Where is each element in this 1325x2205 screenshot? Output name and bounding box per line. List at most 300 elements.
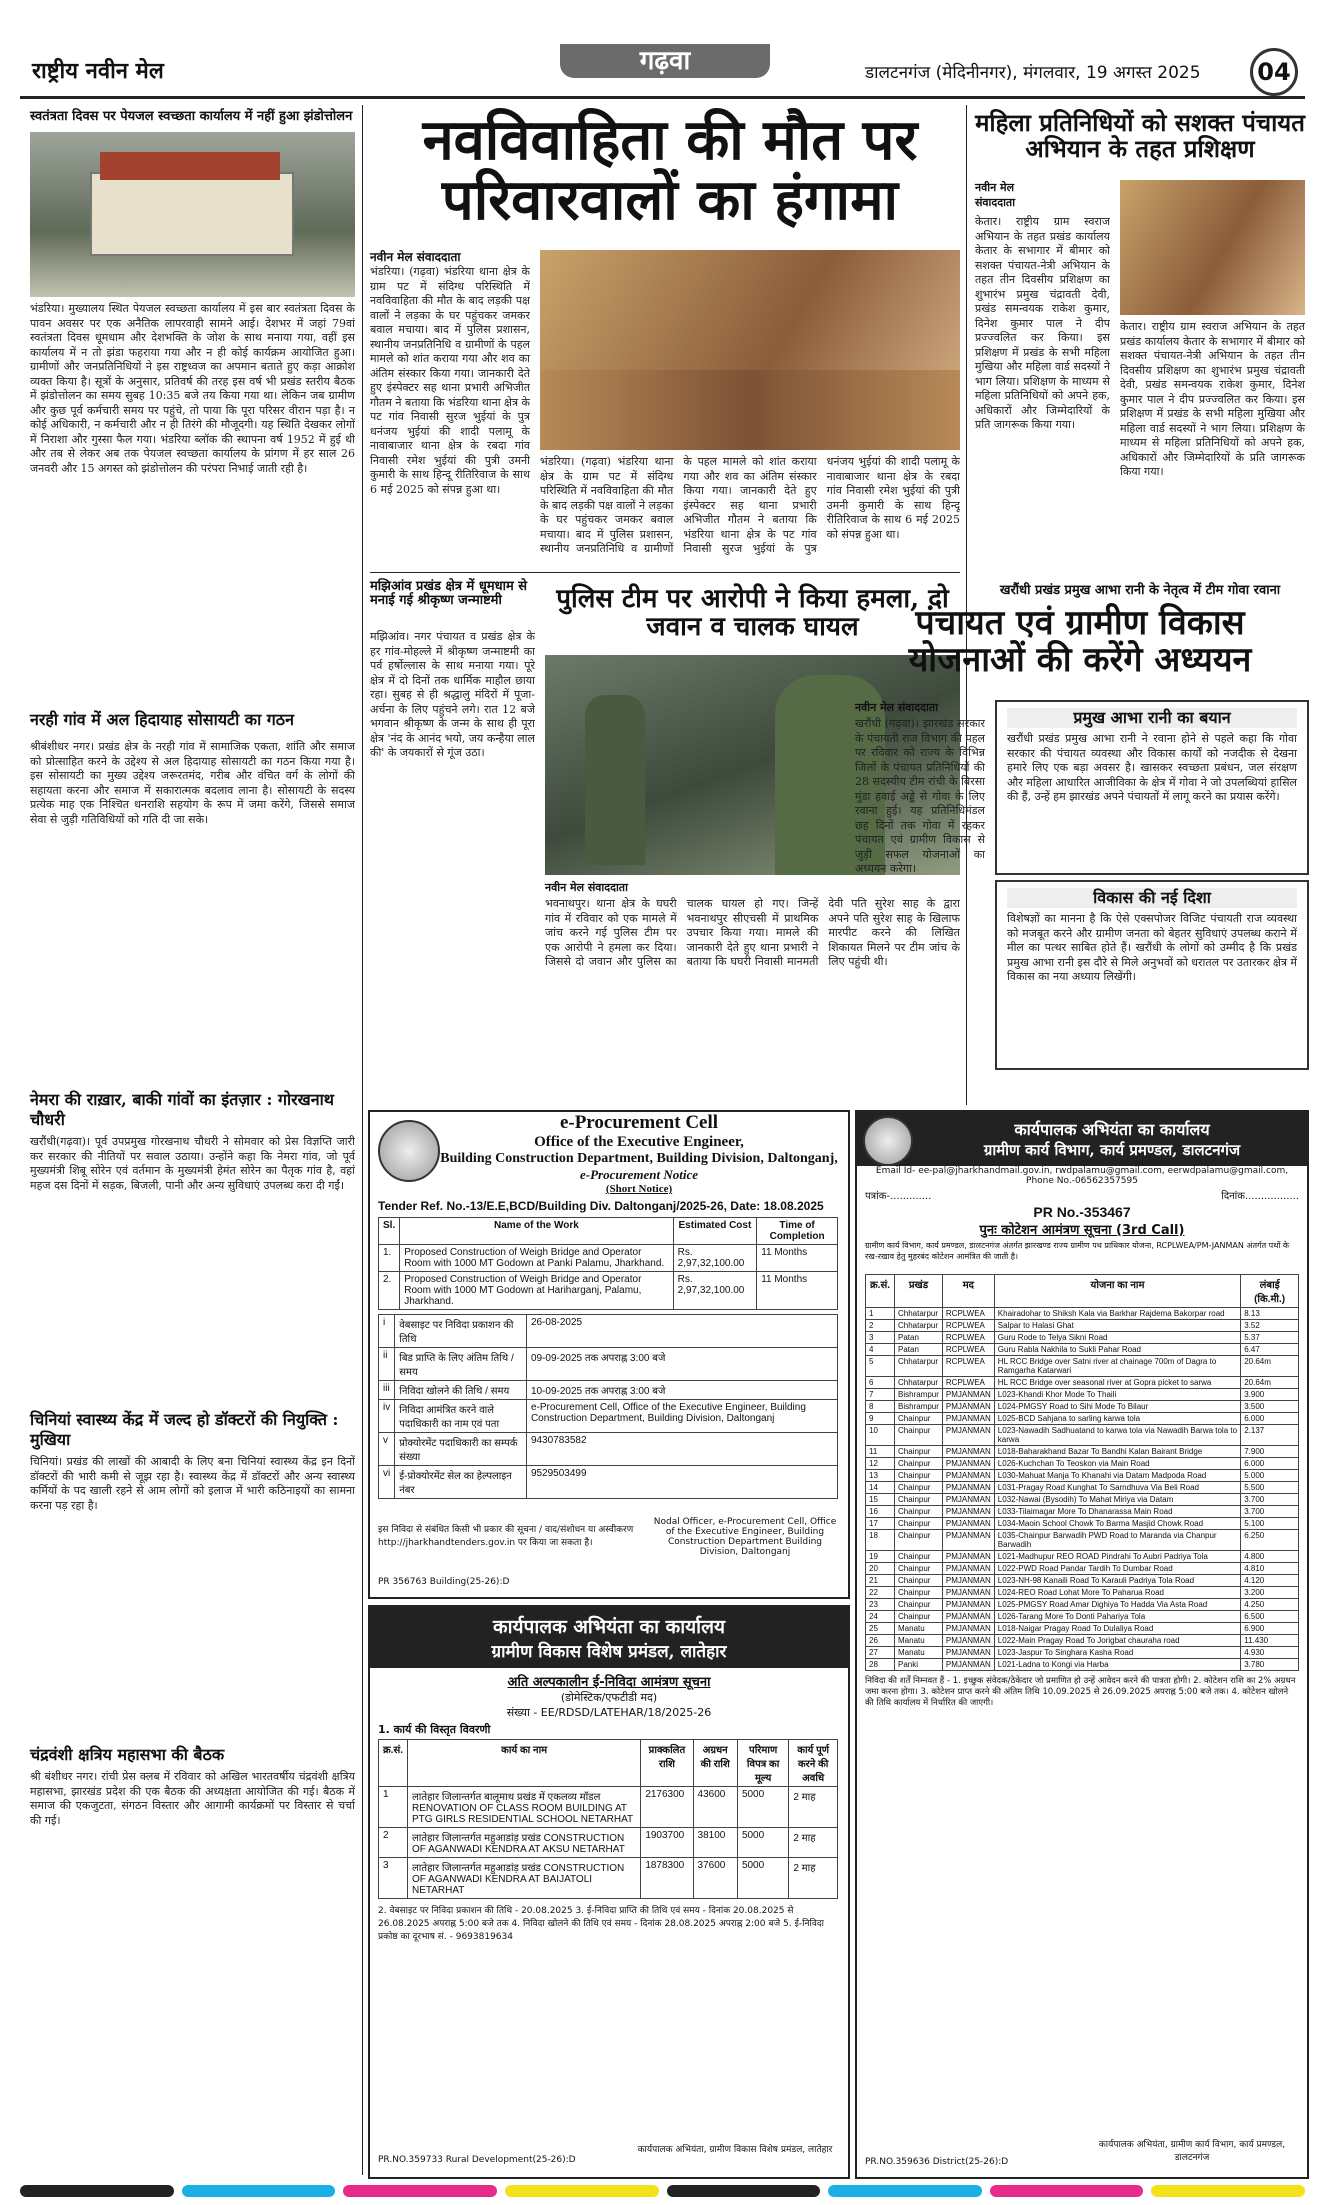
tender1-ref: Tender Ref. No.-13/E.E,BCD/Building Div. Daltonganj/2025-26, Date: 18.08.2025 [378, 1199, 824, 1213]
table-row [866, 1401, 1299, 1413]
tender2-ref: संख्या - EE/RDSD/LATEHAR/18/2025-26 [506, 1706, 712, 1719]
table-cell: RCPLWEA [942, 1308, 994, 1320]
tender3-dinank: दिनांक................. [1221, 1191, 1299, 1202]
table-row [866, 1377, 1299, 1389]
tender2-sign: कार्यपालक अभियंता, ग्रामीण विकास विशेष प्रमंडल, लातेहार [637, 2145, 833, 2155]
table-cell: 28 [866, 1659, 895, 1671]
table-cell: L030-Mahuat Manja To Khanahi via Datam Madpoda Road [994, 1470, 1240, 1482]
tender2-title: अति अल्पकालीन ई-निविदा आमंत्रण सूचना [507, 1675, 711, 1690]
table-cell: L026-Tarang More To Donti Pahariya Tola [994, 1611, 1240, 1623]
table-cell: 18 [866, 1530, 895, 1551]
panchayat-body: खरौंधी (गढ़वा)। झारखंड सरकार के पंचायती राज विभाग की पहल पर रविवार को राज्य के विभिन्न जिलों के पंचायत प्रतिनिधियों की 28 सदस्यीय टीम रांची के बिरसा मुंडा हवाई अड्डे से गोवा के लिए रवाना हुई। यह प्रतिनिधिमंडल छह दिनों तक गोवा में रहकर पंचायत एवं ग्रामीण विकास से जुड़ी सफल योजनाओं का अध्ययन करेगा। [855, 717, 985, 875]
table-cell: 6.250 [1241, 1530, 1299, 1551]
table-cell: 2 [866, 1320, 895, 1332]
sidebar-headline: महिला प्रतिनिधियों को सशक्त पंचायत अभियान के तहत प्रशिक्षण [975, 108, 1305, 163]
table-cell: 5.100 [1241, 1518, 1299, 1530]
tender2-table [378, 1739, 838, 1899]
table-cell: L018-Naigar Pragay Road To Dulaliya Road [994, 1623, 1240, 1635]
table-cell: PMJANMAN [942, 1389, 994, 1401]
table-cell: 16 [866, 1506, 895, 1518]
table-row [866, 1332, 1299, 1344]
table-row [866, 1518, 1299, 1530]
table-cell: 10 [866, 1425, 895, 1446]
table-cell: Chainpur [895, 1446, 943, 1458]
table-cell: 24 [866, 1611, 895, 1623]
table-cell: 11 Months [757, 1272, 838, 1310]
table-cell: 20 [866, 1563, 895, 1575]
story1-kicker: स्वतंत्रता दिवस पर पेयजल स्वच्छता कार्यालय में नहीं हुआ झंडोत्तोलन [30, 109, 353, 124]
registration-swatch [1151, 2185, 1305, 2197]
story4-headline: चिनियां स्वास्थ्य केंद्र में जल्द हो डॉक्टरों की नियुक्ति : मुखिया [30, 1410, 339, 1449]
tender2-sub: (डोमेस्टिक/एफटीडी मद) [560, 1691, 658, 1704]
table-header: योजना का नाम [994, 1275, 1240, 1308]
newspaper-brand: राष्ट्रीय नवीन मेल [32, 58, 164, 84]
table-cell: Guru Rode to Telya Sikni Road [994, 1332, 1240, 1344]
lead-rule [370, 572, 960, 573]
table-row [866, 1599, 1299, 1611]
table-cell: PMJANMAN [942, 1587, 994, 1599]
table-cell: RCPLWEA [942, 1356, 994, 1377]
table-cell: 1 [379, 1787, 408, 1828]
table-cell: Manatu [895, 1647, 943, 1659]
table-row [866, 1551, 1299, 1563]
table-cell: 19 [866, 1551, 895, 1563]
table-cell: i [379, 1315, 395, 1348]
table-cell: L023-Nawadih Sadhuatand to karwa tola via Nawadih Barwa tola to karwa [994, 1425, 1240, 1446]
table-cell: Manatu [895, 1635, 943, 1647]
tender2-notes: 2. वेबसाइट पर निविदा प्रकाशन की तिथि - 20.08.2025 3. ई-निविदा प्राप्ति की तिथि एवं समय - दिनांक 20.08.2025 से 26.08.2025 अपराह्न 5:00 बजे तक 4. निविदा खोलने की तिथि एवं समय - दिनांक 28.08.2025 अपराह्न 2:00 बजे 5. ई-निविदा प्रकोष्ठ का दूरभाष सं. - 9693819634 [378, 1906, 824, 1942]
table-cell: PMJANMAN [942, 1470, 994, 1482]
table-cell: वेबसाइट पर निविदा प्रकाशन की तिथि [395, 1315, 527, 1348]
table-cell: L021-Madhupur REO ROAD Pindrahi To Aubri Padriya Tola [994, 1551, 1240, 1563]
story1-body: भंडरिया। मुख्यालय स्थित पेयजल स्वच्छता कार्यालय में इस बार स्वतंत्रता दिवस के पावन अवसर पर एक अनैतिक लापरवाही सामने आई। देशभर में जहां 79वां स्वतंत्रता दिवस धूमधाम और देशभक्ति के जोश के साथ मनाया गया, वहीं इस कार्यालय में न तो झंडा फहराया गया और न ही कोई कार्यक्रम आयोजित हुआ। ग्रामीणों और जनप्रतिनिधियों ने इस राष्ट्रध्वज का अपमान बताते हुए कड़ा आक्रोश व्यक्त किया है। सूत्रों के अनुसार, प्रतिवर्ष की तरह इस वर्ष भी प्रखंड स्तरीय बैठक में झंडोत्तोलन का समय सुबह 10:35 बजे तय किया गया था। लेकिन जब ग्रामीण और कुछ पूर्व कर्मचारी समय पर पहुंचे, तो पाया कि पूरा परिसर वीरान पड़ा है। न कोई अधिकारी, न कर्मचारी और न ही तिरंगे की मौजूदगी। यह स्थिति देखकर लोगों में निराशा और गुस्सा फैल गया। भंडरिया ब्लॉक की स्थापना वर्ष 1952 में हुई थी और तब से लेकर अब तक पेयजल स्वच्छता कार्यालय के प्रांगण में हर साल 26 जनवरी और 15 अगस्त को झंडोत्तोलन की परंपरा निभाई जाती रही है। [30, 302, 355, 475]
table-cell: PMJANMAN [942, 1413, 994, 1425]
table-cell: Patan [895, 1332, 943, 1344]
table-cell: Chhatarpur [895, 1377, 943, 1389]
tender1-office: Office of the Executive Engineer, [534, 1134, 744, 1150]
table-row [866, 1575, 1299, 1587]
table-cell: 9 [866, 1413, 895, 1425]
table-row [866, 1356, 1299, 1377]
table-cell: 1903700 [641, 1828, 693, 1858]
table-cell: 17 [866, 1518, 895, 1530]
panchayat-kicker: खरौंधी प्रखंड प्रमुख आभा रानी के नेतृत्व में टीम गोवा रवाना [999, 583, 1281, 598]
lead-byline: नवीन मेल संवाददाता [370, 250, 461, 264]
table-cell: PMJANMAN [942, 1575, 994, 1587]
table-cell: 5000 [737, 1828, 788, 1858]
story3-body: खरौंधी(गढ़वा)। पूर्व उपप्रमुख गोरखनाथ चौधरी ने सोमवार को प्रेस विज्ञप्ति जारी कर सरकार की नीतियों पर सवाल उठाया। उन्होंने कहा कि नेमरा गांव, जो पूर्व मुख्यमंत्री शिबू सोरेन एवं वर्तमान के मुख्यमंत्री हेमंत सोरेन का पैतृक गांव है, वहां महज दस दिनों में सड़क, बिजली, पानी और अन्य सुविधाएं उपलब्ध करा दी गईं। [30, 1135, 355, 1192]
table-row [379, 1381, 838, 1400]
tender1-pr: PR 356763 Building(25-26):D [378, 1577, 510, 1587]
table-row [866, 1611, 1299, 1623]
table-cell: 2.137 [1241, 1425, 1299, 1446]
table-cell: L033-Tilaimagar More To Dhanarassa Main Road [994, 1506, 1240, 1518]
table-cell: PMJANMAN [942, 1446, 994, 1458]
table-cell: 13 [866, 1470, 895, 1482]
table-cell: 8 [866, 1401, 895, 1413]
tender2-notice [368, 1605, 850, 2179]
table-cell: 3.52 [1241, 1320, 1299, 1332]
table-header: क्र.सं. [379, 1740, 408, 1787]
table-cell: HL RCC Bridge over Satni river at chainage 700m of Dagra to Ramgarha Katarwari [994, 1356, 1240, 1377]
tender1-division: Building Construction Department, Building Division, Daltonganj, [440, 1151, 838, 1166]
quote-title: प्रमुख आभा रानी का बयान [1007, 708, 1297, 728]
table-cell: PMJANMAN [942, 1599, 994, 1611]
table-header: Name of the Work [400, 1218, 673, 1245]
table-header: Time of Completion [757, 1218, 838, 1245]
table-cell: 1878300 [641, 1858, 693, 1899]
column-rule [362, 105, 363, 2175]
registration-swatch [182, 2185, 336, 2197]
table-cell: L022-PWD Road Pandar Tardih To Dumbar Road [994, 1563, 1240, 1575]
table-cell: PMJANMAN [942, 1647, 994, 1659]
table-cell: RCPLWEA [942, 1344, 994, 1356]
table-cell: L023-Khandi Khor Mode To Thaili [994, 1389, 1240, 1401]
table-row [379, 1858, 838, 1899]
table-cell: L026-Kuchchan To Teoskon via Main Road [994, 1458, 1240, 1470]
table-cell: vi [379, 1466, 395, 1499]
tender1-short: (Short Notice) [605, 1183, 673, 1195]
story3-headline: नेमरा की राख़ार, बाकी गांवों का इंतज़ार : गोरखनाथ चौधरी [30, 1090, 334, 1129]
lead-headline-line1: नवविवाहिता की मौत पर [422, 107, 918, 173]
table-header: कार्य का नाम [408, 1740, 641, 1787]
table-cell: Khairadohar to Shiksh Kala via Barkhar Rajdema Bakorpar road [994, 1308, 1240, 1320]
tender1-dates-table [378, 1314, 838, 1499]
table-cell: बिड प्राप्ति के लिए अंतिम तिथि / समय [395, 1348, 527, 1381]
table-cell: Bishrampur [895, 1389, 943, 1401]
tender3-notice [855, 1110, 1309, 2179]
table-cell: 5.500 [1241, 1482, 1299, 1494]
table-cell: लातेहार जिलान्तर्गत महुआडांड़ प्रखंड CONSTRUCTION OF AGANWADI KENDRA AT AKSU NETARHAT [408, 1828, 641, 1858]
table-cell: 2 माह [789, 1828, 838, 1858]
tender3-dept: ग्रामीण कार्य विभाग, कार्य प्रमण्डल, डालटनगंज [983, 1141, 1241, 1159]
table-cell: Chainpur [895, 1599, 943, 1611]
tender1-nodal: Nodal Officer, e-Procurement Cell, Office of the Executive Engineer, Building Construction Department Building Division, Daltonganj [653, 1517, 837, 1557]
table-row [866, 1635, 1299, 1647]
lead-headline-line2: परिवारवालों का हंगामा [441, 167, 899, 234]
table-cell: L024-PMGSY Road to Sihi Mode To Bilaur [994, 1401, 1240, 1413]
registration-swatch [505, 2185, 659, 2197]
story2-headline: नरही गांव में अल हिदायाह सोसायटी का गठन [30, 710, 294, 729]
table-cell: L025-PMGSY Road Amar Dighiya To Hadda Via Asta Road [994, 1599, 1240, 1611]
table-cell: Chhatarpur [895, 1308, 943, 1320]
table-row [866, 1389, 1299, 1401]
tender3-office: कार्यपालक अभियंता का कार्यालय [1014, 1120, 1210, 1139]
lead-headline [370, 107, 970, 234]
table-cell: Patan [895, 1344, 943, 1356]
table-cell: Chainpur [895, 1530, 943, 1551]
table-cell: 9430783582 [526, 1433, 837, 1466]
box2-title: विकास की नई दिशा [1007, 888, 1297, 908]
tender2-pr: PR.NO.359733 Rural Development(25-26):D [378, 2155, 576, 2165]
table-cell: PMJANMAN [942, 1563, 994, 1575]
edition-date: डालटनगंज (मेदिनीनगर), मंगलवार, 19 अगस्त 2025 [865, 63, 1201, 83]
story5-headline: चंद्रवंशी क्षत्रिय महासभा की बैठक [30, 1745, 225, 1764]
table-row [379, 1400, 838, 1433]
table-cell: RCPLWEA [942, 1377, 994, 1389]
lead-body: भंडरिया। (गढ़वा) भंडरिया थाना क्षेत्र के ग्राम पट में संदिग्ध परिस्थिति में नवविवाहिता की मौत के बाद लड़की पक्ष वालों ने लड़का के घर पहुंचकर जमकर बवाल मचाया। बाद में पुलिस प्रशासन, स्थानीय जनप्रतिनिधि व ग्रामीणों के पहल मामले को शांत कराया गया और शव का अंतिम संस्कार किया गया। जानकारी देते हुए इंस्पेक्टर सह थाना प्रभारी अभिजीत गौतम ने बताया कि भंडरिया थाना क्षेत्र के पट गांव निवासी सुरज भुईयां के पुत्र धनंजय भुईयां की शादी पलामू के नावाबाजार थाना क्षेत्र के रबदा गांव निवासी रमेश भुईयां की पुत्री उमनी कुमारी के साथ हिन्दू रीतिरिवाज के साथ 6 मई 2025 को संपन्न हुआ था। [370, 265, 530, 496]
table-cell: Chainpur [895, 1563, 943, 1575]
jharkhand-emblem-icon [378, 1120, 440, 1182]
table-cell: 4 [866, 1344, 895, 1356]
table-row [379, 1828, 838, 1858]
table-cell: 5000 [737, 1787, 788, 1828]
table-cell: Guru Rabla Nakhila to Sukli Pahar Road [994, 1344, 1240, 1356]
story5-body: श्री बंशीधर नगर। रांची प्रेस क्लब में रविवार को अखिल भारतवर्षीय चंद्रवंशी क्षत्रिय महासभा, झारखंड प्रदेश की एक बैठक की अध्यक्षता आयोजित की गई। बैठक में समाज की एकजुटता, संगठन विस्तार और आगामी कार्यक्रमों पर विस्तार से चर्चा की गई। [30, 1770, 355, 1827]
police-headline: पुलिस टीम पर आरोपी ने किया हमला, दो जवान व चालक घायल [556, 584, 949, 643]
tender3-pr: PR.NO.359636 District(25-26):D [865, 2157, 1009, 2167]
jharkhand-emblem-icon [863, 1116, 913, 1166]
table-row [866, 1425, 1299, 1446]
section-label: गढ़वा [560, 44, 770, 78]
table-cell: 14 [866, 1482, 895, 1494]
table-cell: 38100 [693, 1828, 737, 1858]
panchayat-byline: नवीन मेल संवाददाता [855, 701, 938, 714]
table-cell: PMJANMAN [942, 1494, 994, 1506]
table-row [379, 1433, 838, 1466]
story4-body: चिनियां। प्रखंड की लाखों की आबादी के लिए बना चिनियां स्वास्थ्य केंद्र इन दिनों डॉक्टरों की भारी कमी से जूझ रहा है। स्वास्थ्य केंद्र में डॉक्टरों और अन्य स्वास्थ्य कर्मियों के पद खाली रहने से आम लोगों को इलाज में भारी कठिनाइयों का सामना करना पड़ रहा है। [30, 1455, 355, 1512]
table-cell: Chainpur [895, 1551, 943, 1563]
table-row [866, 1530, 1299, 1551]
table-cell: 5000 [737, 1858, 788, 1899]
table-cell: Bishrampur [895, 1401, 943, 1413]
table-cell: 4.250 [1241, 1599, 1299, 1611]
table-cell: Chainpur [895, 1587, 943, 1599]
police-byline: नवीन मेल संवाददाता [545, 881, 628, 894]
police-body: भवनाथपुर। थाना क्षेत्र के घघरी गांव में रविवार को एक मामले में जांच करने गई पुलिस टीम पर एक आरोपी ने हमला कर दिया। जिससे दो जवान और पुलिस का चालक घायल हो गए। जिन्हें भवनाथपुर सीएचसी में प्राथमिक उपचार किया गया। मामले की जानकारी देते हुए थाना प्रभारी ने बताया कि घघरी निवासी मानमती देवी पति सुरेश साह के द्वारा अपने पति सुरेश साह के खिलाफ मारपीट करने की लिखित शिकायत मिलने पर टीम जांच के लिए पहुंची थी। [545, 897, 960, 968]
table-row [866, 1659, 1299, 1671]
table-cell: 25 [866, 1623, 895, 1635]
registration-swatch [343, 2185, 497, 2197]
table-cell: RCPLWEA [942, 1332, 994, 1344]
registration-swatch [667, 2185, 821, 2197]
table-cell: Proposed Construction of Weigh Bridge and Operator Room with 1000 MT Godown at Panki Palamu, Jharkhand. [400, 1245, 673, 1272]
table-row [866, 1458, 1299, 1470]
tender1-table [378, 1217, 838, 1310]
table-cell: 20.64m [1241, 1356, 1299, 1377]
table-cell: 2. [379, 1272, 400, 1310]
table-row [866, 1647, 1299, 1659]
sidebar-photo [1120, 180, 1305, 315]
table-header: कार्य पूर्ण करने की अवधि [789, 1740, 838, 1787]
table-cell: iv [379, 1400, 395, 1433]
table-cell: L025-BCD Sahjana to sarling karwa tola [994, 1413, 1240, 1425]
table-cell: PMJANMAN [942, 1635, 994, 1647]
table-cell: 43600 [693, 1787, 737, 1828]
table-cell: PMJANMAN [942, 1530, 994, 1551]
table-cell: 8.13 [1241, 1308, 1299, 1320]
mid-headline: मझिआंव प्रखंड क्षेत्र में धूमधाम से मनाई गई श्रीकृष्ण जन्माष्टमी [370, 579, 528, 609]
tender3-phone: Phone No.-06562357595 [1026, 1176, 1138, 1186]
mid-body: मझिआंव। नगर पंचायत व प्रखंड क्षेत्र के हर गांव-मोहल्ले में श्रीकृष्ण जन्माष्टमी का पर्व हर्षोल्लास के साथ मनाया गया। पूरे क्षेत्र में दो दिनों तक धार्मिक माहौल छाया रहा। सुबह से ही श्रद्धालु मंदिरों में पूजा-अर्चना के लिए पहुंचने लगे। रात 12 बजे भगवान श्रीकृष्ण के जन्म के साथ ही पूरा क्षेत्र 'नंद के आनंद भयो, जय कन्हैया लाल की' के जयकारों से गूंज उठा। [370, 630, 535, 759]
tender2-office: कार्यपालक अभियंता का कार्यालय [493, 1616, 725, 1638]
table-cell: 3.200 [1241, 1587, 1299, 1599]
table-cell: Chainpur [895, 1518, 943, 1530]
tender1-notice [368, 1110, 850, 1599]
table-row [866, 1344, 1299, 1356]
table-cell: 7 [866, 1389, 895, 1401]
table-cell: 2 माह [789, 1787, 838, 1828]
table-cell: Chainpur [895, 1494, 943, 1506]
table-row [866, 1413, 1299, 1425]
table-cell: 6.000 [1241, 1458, 1299, 1470]
table-cell: PMJANMAN [942, 1551, 994, 1563]
table-cell: 6.47 [1241, 1344, 1299, 1356]
table-cell: 26 [866, 1635, 895, 1647]
table-row [866, 1494, 1299, 1506]
table-cell: 23 [866, 1599, 895, 1611]
table-cell: Chainpur [895, 1425, 943, 1446]
table-cell: 6.500 [1241, 1611, 1299, 1623]
table-cell: 3.700 [1241, 1494, 1299, 1506]
table-cell: L035-Chainpur Barwadih PWD Road to Maranda via Chanpur Barwadih [994, 1530, 1240, 1551]
table-cell: L032-Nawai (Bysodih) To Mahat Miriya via Datam [994, 1494, 1240, 1506]
table-row [379, 1348, 838, 1381]
table-cell: 7.900 [1241, 1446, 1299, 1458]
table-cell: Chainpur [895, 1575, 943, 1587]
table-cell: 2176300 [641, 1787, 693, 1828]
table-header: Estimated Cost [673, 1218, 757, 1245]
table-cell: PMJANMAN [942, 1458, 994, 1470]
table-cell: ii [379, 1348, 395, 1381]
table-cell: 6 [866, 1377, 895, 1389]
table-cell: 10-09-2025 तक अपराह्न 3:00 बजे [526, 1381, 837, 1400]
tender1-notice-label: e-Procurement Notice [579, 1167, 699, 1182]
table-row [866, 1470, 1299, 1482]
table-cell: Chainpur [895, 1506, 943, 1518]
tender3-email: Email Id- ee-pal@jharkhandmail.gov.in, rwdpalamu@gmail.com, eerwdpalamu@gmail.com, [875, 1166, 1289, 1176]
table-cell: L023-NH-98 Kanaili Road To Karauli Padriya Tola Road [994, 1575, 1240, 1587]
lead-photo [540, 250, 960, 450]
table-cell: Proposed Construction of Weigh Bridge and Operator Room with 1000 MT Godown at Hariharganj, Palamu, Jharkhand. [400, 1272, 673, 1310]
table-header: लंबाई (कि.मी.) [1241, 1275, 1299, 1308]
registration-swatch [828, 2185, 982, 2197]
table-cell: HL RCC Bridge over seasonal river at Gopra picket to sarwa [994, 1377, 1240, 1389]
table-row [379, 1787, 838, 1828]
table-cell: 3.500 [1241, 1401, 1299, 1413]
page-number: 04 [1250, 48, 1298, 96]
tender3-conditions: निविदा की शर्तें निम्नवत हैं - 1. इच्छुक संवेदक/ठेकेदार जो प्रमाणित हो उन्हें आवेदन करने की पात्रता होगी। 2. कोटेशन राशि का 2% अग्रधन जमा करना होगा। 3. कोटेशन प्राप्त करने की अंतिम तिथि 10.09.2025 से 26.09.2025 अपराह्न 5:00 बजे तक। 4. कोटेशन खोलने की तिथि कार्यालय में निर्धारित की जाएगी। [865, 1676, 1296, 1708]
table-cell: PMJANMAN [942, 1623, 994, 1635]
table-cell: 11.430 [1241, 1635, 1299, 1647]
table-cell: Rs. 2,97,32,100.00 [673, 1272, 757, 1310]
table-cell: iii [379, 1381, 395, 1400]
table-cell: 3.700 [1241, 1506, 1299, 1518]
masthead-rule [20, 96, 1305, 99]
table-cell: e-Procurement Cell, Office of the Executive Engineer, Building Construction Department, Building Division, Daltonganj [526, 1400, 837, 1433]
print-registration-bar [20, 2185, 1305, 2197]
table-header: Sl. [379, 1218, 400, 1245]
box2-body: विशेषज्ञों का मानना है कि ऐसे एक्सपोजर विजिट पंचायती राज व्यवस्था को मजबूत करने और ग्रामीण जनता को बेहतर सुविधाएं उपलब्ध कराने में मील का पत्थर साबित होते हैं। खरौंधी के लोगों को उम्मीद है कि प्रखंड प्रमुख आभा रानी इस दौरे से मिले अनुभवों को धरातल पर उतारकर क्षेत्र में विकास का नया अध्याय लिखेंगी। [1007, 912, 1297, 983]
table-cell: 2 [379, 1828, 408, 1858]
table-cell: Chhatarpur [895, 1356, 943, 1377]
table-row [379, 1245, 838, 1272]
table-cell: 3.900 [1241, 1389, 1299, 1401]
table-row [866, 1308, 1299, 1320]
table-cell: प्रोक्योरमेंट पदाधिकारी का सम्पर्क संख्या [395, 1433, 527, 1466]
tender2-dept: ग्रामीण विकास विशेष प्रमंडल, लातेहार [491, 1642, 727, 1662]
table-cell: Chainpur [895, 1611, 943, 1623]
tender2-section: 1. कार्य की विस्तृत विवरणी [378, 1723, 491, 1736]
table-cell: PMJANMAN [942, 1518, 994, 1530]
sidebar-body: केतार। राष्ट्रीय ग्राम स्वराज अभियान के तहत प्रखंड कार्यालय केतार के सभागार में बीमार को सशक्त पंचायत-नेत्री अभियान के तहत तीन दिवसीय प्रशिक्षण का शुभारंभ प्रमुख चंद्रावती देवी, प्रखंड समन्वयक राकेश कुमार, दिनेश कुमार पाल ने दीप प्रज्ज्वलित कर किया। इस प्रशिक्षण में प्रखंड के सभी महिला मुखिया और महिला वार्ड सदस्यों ने भाग लिया। प्रशिक्षण के माध्यम से महिला प्रतिनिधियों को अपने हक, अधिकारों और जिम्मेदारियों के प्रति जागरूक किया गया। [975, 215, 1110, 431]
table-cell: 27 [866, 1647, 895, 1659]
table-cell: लातेहार जिलान्तर्गत महुआडांड़ प्रखंड CONSTRUCTION OF AGANWADI KENDRA AT BAIJATOLI NETARHAT [408, 1858, 641, 1899]
tender3-intro: ग्रामीण कार्य विभाग, कार्य प्रमण्डल, डालटनगंज अंतर्गत झारखण्ड राज्य ग्रामीण पथ प्राधिकार योजना, RCPLWEA/PM-JANMAN अंतर्गत पथों के रख-रखाव हेतु मुहरबंद कोटेशन आमंत्रित की जाती है। [865, 1241, 1290, 1261]
table-cell: Chainpur [895, 1413, 943, 1425]
table-row [379, 1315, 838, 1348]
table-cell: 1 [866, 1308, 895, 1320]
table-cell: PMJANMAN [942, 1425, 994, 1446]
table-row [866, 1506, 1299, 1518]
table-cell: Chhatarpur [895, 1320, 943, 1332]
table-cell: 20.64m [1241, 1377, 1299, 1389]
table-cell: 9529503499 [526, 1466, 837, 1499]
tender1-footer: इस निविदा से संबंधित किसी भी प्रकार की सूचना / वाद/संशोधन या अस्वीकरण http://jharkhandtenders.gov.in पर किया जा सकता है। [378, 1525, 634, 1548]
story2-body: श्रीबंशीधर नगर। प्रखंड क्षेत्र के नरही गांव में सामाजिक एकता, शांति और समाज को प्रोत्साहित करने के उद्देश्य से अल हिदायाह सोसायटी का गठन किया गया है। इस सोसायटी का मुख्य उद्देश्य जरूरतमंद, गरीब और वंचित वर्ग के लोगों की सहायता करना और समाज में सकारात्मक बदलाव लाना है। सोसायटी के सदस्य प्रत्येक माह एक निश्चित धनराशि सहयोग के रूप में जमा करेंगे, जिससे समाज सेवा से जुड़ी गतिविधियों को गति दी जा सके। [30, 740, 355, 826]
table-cell: 6.900 [1241, 1623, 1299, 1635]
table-cell: 4.120 [1241, 1575, 1299, 1587]
table-cell: 1. [379, 1245, 400, 1272]
table-cell: 11 Months [757, 1245, 838, 1272]
table-cell: 22 [866, 1587, 895, 1599]
table-cell: ई-प्रोक्योरमेंट सेल का हेल्पलाइन नंबर [395, 1466, 527, 1499]
table-cell: L024-REO Road Lohat More To Paharua Road [994, 1587, 1240, 1599]
quote-box [995, 700, 1309, 875]
table-cell: PMJANMAN [942, 1506, 994, 1518]
table-header: परिमाण विपत्र का मूल्य [737, 1740, 788, 1787]
table-cell: 3.780 [1241, 1659, 1299, 1671]
table-cell: Panki [895, 1659, 943, 1671]
table-row [866, 1320, 1299, 1332]
table-cell: 2 माह [789, 1858, 838, 1899]
table-cell: 09-09-2025 तक अपराह्न 3:00 बजे [526, 1348, 837, 1381]
table-row [866, 1446, 1299, 1458]
table-row [866, 1623, 1299, 1635]
tender1-title: e-Procurement Cell [559, 1112, 719, 1133]
registration-swatch [20, 2185, 174, 2197]
table-cell: 37600 [693, 1858, 737, 1899]
table-cell: L018-Baharakhand Bazar To Bandhi Kalan Bairant Bridge [994, 1446, 1240, 1458]
sidebar-byline: नवीन मेल संवाददाता [975, 181, 1016, 209]
table-cell: PMJANMAN [942, 1611, 994, 1623]
table-row [866, 1482, 1299, 1494]
table-cell: निविदा खोलने की तिथि / समय [395, 1381, 527, 1400]
table-row [379, 1272, 838, 1310]
table-header: प्राक्कलित राशि [641, 1740, 693, 1787]
table-cell: लातेहार जिलान्तर्गत बालूमाथ प्रखंड में एकलव्य मॉडल RENOVATION OF CLASS ROOM BUILDING AT PTG GIRLS RESIDENTIAL SCHOOL NETARHAT [408, 1787, 641, 1828]
table-cell: RCPLWEA [942, 1320, 994, 1332]
table-row [866, 1587, 1299, 1599]
table-cell: L021-Ladna to Kongi via Harba [994, 1659, 1240, 1671]
panchayat-headline: पंचायत एवं ग्रामीण विकास योजनाओं की करेंगे अध्ययन [908, 603, 1252, 680]
table-cell: Rs. 2,97,32,100.00 [673, 1245, 757, 1272]
table-cell: 12 [866, 1458, 895, 1470]
table-cell: 11 [866, 1446, 895, 1458]
table-cell: PMJANMAN [942, 1482, 994, 1494]
tender3-title: पुनः कोटेशन आमंत्रण सूचना (3rd Call) [979, 1223, 1185, 1238]
table-cell: 3 [866, 1332, 895, 1344]
table-cell: 15 [866, 1494, 895, 1506]
table-cell: PMJANMAN [942, 1401, 994, 1413]
tender3-sign: कार्यपालक अभियंता, ग्रामीण कार्य विभाग, कार्य प्रमण्डल, डालटनगंज [1098, 2140, 1286, 2163]
table-cell: निविदा आमंत्रित करने वाले पदाधिकारी का नाम एवं पता [395, 1400, 527, 1433]
table-cell: L034-Maoin School Chowk To Barma Masjid Chowk Road [994, 1518, 1240, 1530]
table-cell: Manatu [895, 1623, 943, 1635]
sidebar-body-continued: केतार। राष्ट्रीय ग्राम स्वराज अभियान के तहत प्रखंड कार्यालय केतार के सभागार में बीमार को सशक्त पंचायत-नेत्री अभियान के तहत तीन दिवसीय प्रशिक्षण का शुभारंभ प्रमुख चंद्रावती देवी, प्रखंड समन्वयक राकेश कुमार, दिनेश कुमार पाल ने दीप प्रज्ज्वलित कर किया। इस प्रशिक्षण में प्रखंड के सभी महिला मुखिया और महिला वार्ड सदस्यों ने भाग लिया। प्रशिक्षण के माध्यम से महिला प्रतिनिधियों को अपने हक, अधिकारों और जिम्मेदारियों के प्रति जागरूक किया गया। [1120, 320, 1305, 478]
table-cell: L031-Pragay Road Kunghat To Sarndhuva Via Beli Road [994, 1482, 1240, 1494]
table-row [866, 1563, 1299, 1575]
